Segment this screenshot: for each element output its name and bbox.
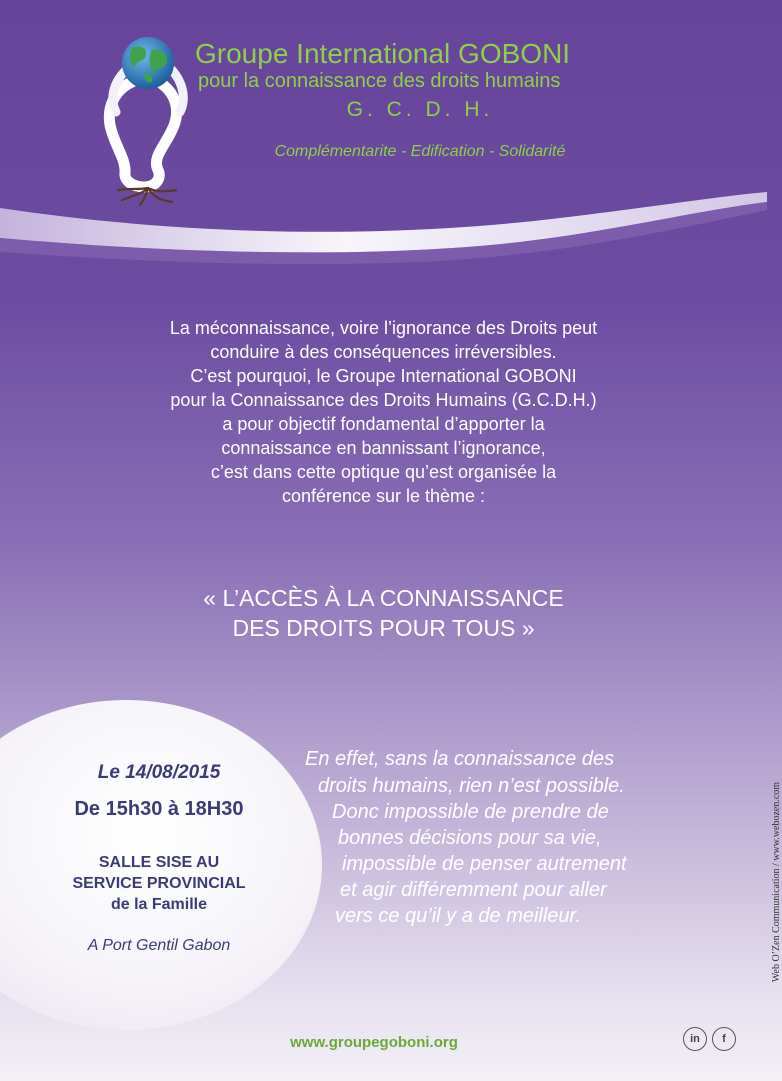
globe-hands-logo (92, 30, 202, 205)
conference-theme (70, 583, 697, 643)
intro-line: C’est pourquoi, le Groupe International GOBONI (190, 366, 577, 386)
venue-line: SALLE SISE AU (98, 854, 220, 871)
event-venue (30, 852, 288, 915)
theme-line: « L’ACCÈS À LA CONNAISSANCE (203, 585, 564, 611)
event-city: A Port Gentil Gabon (87, 937, 231, 954)
quote-line: impossible de penser autrement (342, 853, 627, 875)
intro-line: connaissance en bannissant l’ignorance, (221, 438, 546, 458)
linkedin-icon[interactable]: in (683, 1027, 707, 1051)
theme-line: DES DROITS POUR TOUS » (232, 615, 535, 641)
intro-line: pour la Connaissance des Droits Humains (G.C.D.H.) (170, 390, 597, 410)
intro-line: c’est dans cette optique qu’est organisée la (210, 462, 557, 482)
org-name: Groupe International GOBONI (195, 38, 571, 69)
quote-line: vers ce qu’il y a de meilleur. (335, 905, 582, 927)
org-subtitle: pour la connaissance des droits humains (198, 70, 561, 92)
intro-line: conférence sur le thème : (281, 486, 486, 506)
quote-line: En effet, sans la connaissance des (305, 748, 615, 770)
facebook-icon[interactable]: f (712, 1027, 736, 1051)
venue-line: de la Famille (110, 896, 208, 913)
decorative-swoosh (0, 180, 767, 290)
venue-line: SERVICE PROVINCIAL (72, 875, 246, 892)
website-link[interactable]: www.groupegoboni.org (290, 1034, 458, 1051)
quote-line: bonnes décisions pour sa vie, (338, 827, 602, 849)
event-date: Le 14/08/2015 (97, 762, 221, 783)
org-acronym: G. C. D. H. (346, 98, 494, 121)
quote-line: et agir différemment pour aller (340, 879, 607, 901)
event-time: De 15h30 à 18H30 (74, 798, 244, 820)
intro-line: conduire à des conséquences irréversibles. (210, 342, 557, 362)
intro-paragraph (70, 316, 697, 508)
intro-line: a pour objectif fondamental d’apporter la (222, 414, 545, 434)
designer-credit: Web O’Zen Communication / www.webozen.com (771, 781, 782, 983)
quote-line: droits humains, rien n’est possible. (318, 775, 625, 797)
quote-line: Donc impossible de prendre de (332, 801, 609, 823)
intro-line: La méconnaissance, voire l’ignorance des Droits peut (169, 318, 598, 338)
org-motto: Complémentarite - Edification - Solidarité (274, 143, 566, 160)
